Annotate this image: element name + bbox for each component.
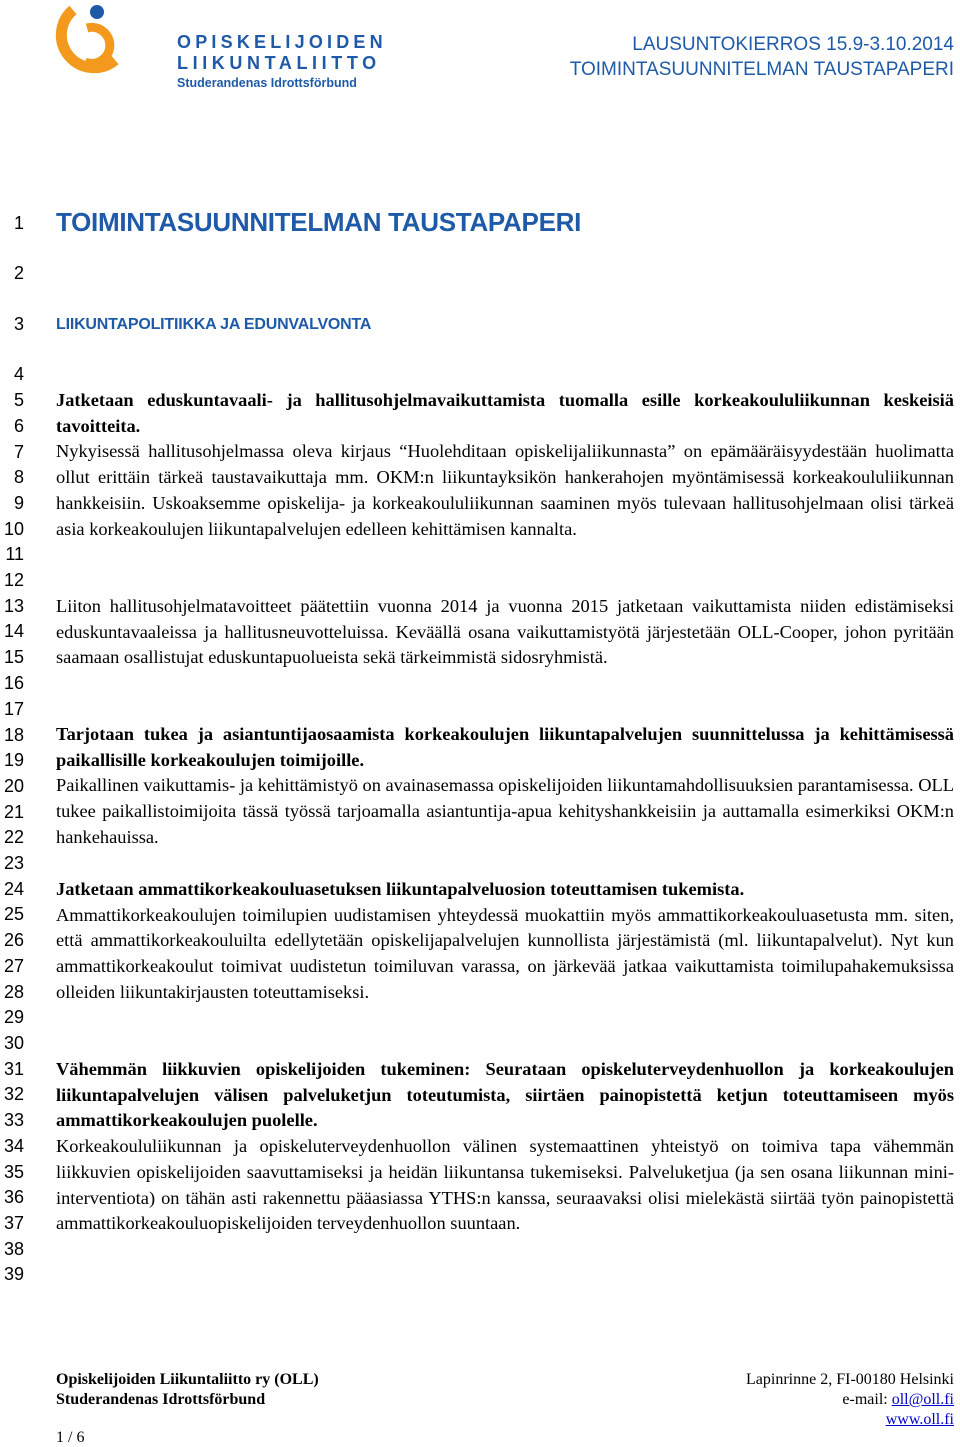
line-number: 20 [3, 776, 24, 796]
line-number: 35 [3, 1162, 24, 1182]
footer-org-sv: Studerandenas Idrottsförbund [56, 1391, 266, 1408]
line-number: 23 [3, 853, 24, 873]
line-number: 6 [13, 416, 24, 436]
line-number: 32 [3, 1084, 24, 1104]
line-number: 27 [3, 956, 24, 976]
line-number: 29 [3, 1007, 24, 1027]
line-number: 10 [3, 519, 24, 539]
section-3-body: Paikallinen vaikuttamis- ja kehittämistyö on avainasemassa opiskelijoiden liikuntamahdollisuuksien parantamisessa. OLL tukee paikallistoimijoita tässä työssä tarjoamalla asiantuntija-apua kehityshankkeisiin ja auttamalla esimerkiksi OKM:n hankehauissa. [56, 775, 954, 847]
line-number: 19 [3, 750, 24, 770]
line-number: 11 [5, 544, 24, 564]
line-number: 34 [3, 1136, 24, 1156]
section-4-body: Ammattikorkeakoulujen toimilupien uudistamisen yhteydessä muokattiin myös ammattikorkeakouluasetusta mm. siten, että ammattikorkeakouluilta edellytetään opiskelijapalvelujen kunnollista järjestämistä (ml. liikuntapalvelut). Nyt kun ammattikorkeakoulut toimivat uudistetun toimiluvan varassa, on järkevää jatkaa vaikuttamista toimilupahakemuksissa olleiden liikuntakirjausten toteuttamiseksi. [56, 904, 954, 1002]
line-number: 14 [3, 621, 24, 641]
line-number: 38 [3, 1239, 24, 1259]
section-1 [56, 388, 954, 542]
line-number: 7 [13, 442, 24, 462]
website-link[interactable]: www.oll.fi [885, 1411, 954, 1428]
header-right [570, 32, 954, 82]
line-number: 12 [3, 570, 24, 590]
line-number: 24 [3, 879, 24, 899]
line-number: 8 [13, 467, 24, 487]
line-number: 26 [3, 930, 24, 950]
section-5-heading: Vähemmän liikkuvien opiskelijoiden tukeminen: Seurataan opiskeluterveydenhuollon ja korkeakoulujen liikuntapalvelujen välisen palveluketjun toteutumista, siirtäen painopistettä ketjun toteuttamiseen myös ammattikorkeakoulujen puolelle. [56, 1059, 954, 1131]
line-number: 31 [3, 1059, 24, 1079]
line-number: 4 [13, 364, 24, 384]
section-3-heading: Tarjotaan tukea ja asiantuntijaosaamista korkeakoulujen liikuntapalvelujen suunnittelussa ja kehittämisessä paikallisille korkeakoulujen toimijoille. [56, 724, 954, 770]
oll-logo [55, 0, 387, 100]
line-number: 5 [13, 390, 24, 410]
section-4-heading: Jatketaan ammattikorkeakouluasetuksen liikuntapalveluosion toteuttamisen tukemista. [56, 879, 745, 899]
section-1-heading: Jatketaan eduskuntavaali- ja hallitusohjelmavaikuttamista tuomalla esille korkeakoululiikunnan keskeisiä tavoitteita. [56, 390, 954, 436]
footer-org [56, 1370, 319, 1410]
line-number: 2 [13, 263, 24, 283]
logo-mark-icon [55, 0, 125, 100]
line-number: 22 [3, 827, 24, 847]
section-subtitle: LIIKUNTAPOLITIIKKA JA EDUNVALVONTA [56, 316, 372, 333]
line-number: 25 [3, 904, 24, 924]
line-number: 1 [13, 213, 24, 233]
line-number: 17 [3, 699, 24, 719]
header-doc-title: TOIMINTASUUNNITELMAN TAUSTAPAPERI [569, 59, 954, 80]
page-number: 1 / 6 [56, 1429, 85, 1446]
line-number: 36 [3, 1187, 24, 1207]
logo-line-1: OPISKELIJOIDEN [177, 32, 387, 52]
section-4 [56, 877, 954, 1006]
section-5 [56, 1057, 954, 1237]
section-1-body: Nykyisessä hallitusohjelmassa oleva kirjaus “Huolehditaan opiskelijaliikunnasta” on epämääräisyydestään huolimatta ollut erittäin tärkeä taustavaikuttaja mm. OKM:n liikuntayksikön hankerahojen myöntämisessä korkeakoululiikunnan hankkeisiin. Uskoaksemme opiskelija- ja korkeakoululiikunnan saaminen myös tulevaan hallitusohjelmaan olisi tärkeä asia korkeakoulujen liikuntapalvelujen edelleen kehittämisen kannalta. [56, 441, 954, 539]
section-3 [56, 722, 954, 851]
section-5-body: Korkeakoululiikunnan ja opiskeluterveydenhuollon välinen systemaattinen yhteistyö on toimiva tapa vähemmän liikkuvien opiskelijoiden saavuttamiseksi ja heidän liikuntansa tukemiseksi. Palveluketjua (ja sen osana liikunnan mini-interventiota) on tähän asti rakennettu pääasiassa YTHS:n kanssa, seuraavaksi olisi mielekästä siirtää työn painopistettä ammattikorkeakouluopiskelijoiden terveydenhuollon suuntaan. [56, 1136, 954, 1234]
line-number: 21 [3, 802, 24, 822]
page-title: TOIMINTASUUNNITELMAN TAUSTAPAPERI [56, 207, 582, 237]
line-number: 9 [13, 493, 24, 513]
line-number: 3 [13, 314, 24, 334]
line-number: 28 [3, 982, 24, 1002]
line-number: 30 [3, 1033, 24, 1053]
footer-address: Lapinrinne 2, FI-00180 Helsinki [746, 1371, 954, 1388]
line-number: 15 [3, 647, 24, 667]
section-2 [56, 594, 954, 671]
line-number: 13 [3, 596, 24, 616]
line-number: 37 [3, 1213, 24, 1233]
footer-contact [746, 1370, 954, 1430]
line-number: 39 [3, 1264, 24, 1284]
header-round: LAUSUNTOKIERROS 15.9-3.10.2014 [632, 34, 954, 55]
logo-line-2: LIIKUNTALIITTO [177, 53, 381, 73]
line-number: 33 [3, 1110, 24, 1130]
email-link[interactable]: oll@oll.fi [891, 1391, 954, 1408]
line-number: 16 [3, 673, 24, 693]
logo-line-3: Studerandenas Idrottsförbund [177, 76, 357, 90]
section-2-body: Liiton hallitusohjelmatavoitteet päätettiin vuonna 2014 ja vuonna 2015 jatketaan vaikuttamista niiden edistämiseksi eduskuntavaaleissa ja hallitusneuvotteluissa. Keväällä osana vaikuttamistyötä järjestetään OLL-Cooper, johon pyritään saamaan osallistujat eduskuntapuolueista sekä tärkeimmistä sidosryhmistä. [56, 596, 954, 668]
footer-org-fi: Opiskelijoiden Liikuntaliitto ry (OLL) [56, 1371, 319, 1388]
footer-email-label: e-mail: [842, 1391, 892, 1408]
line-number: 18 [3, 725, 24, 745]
